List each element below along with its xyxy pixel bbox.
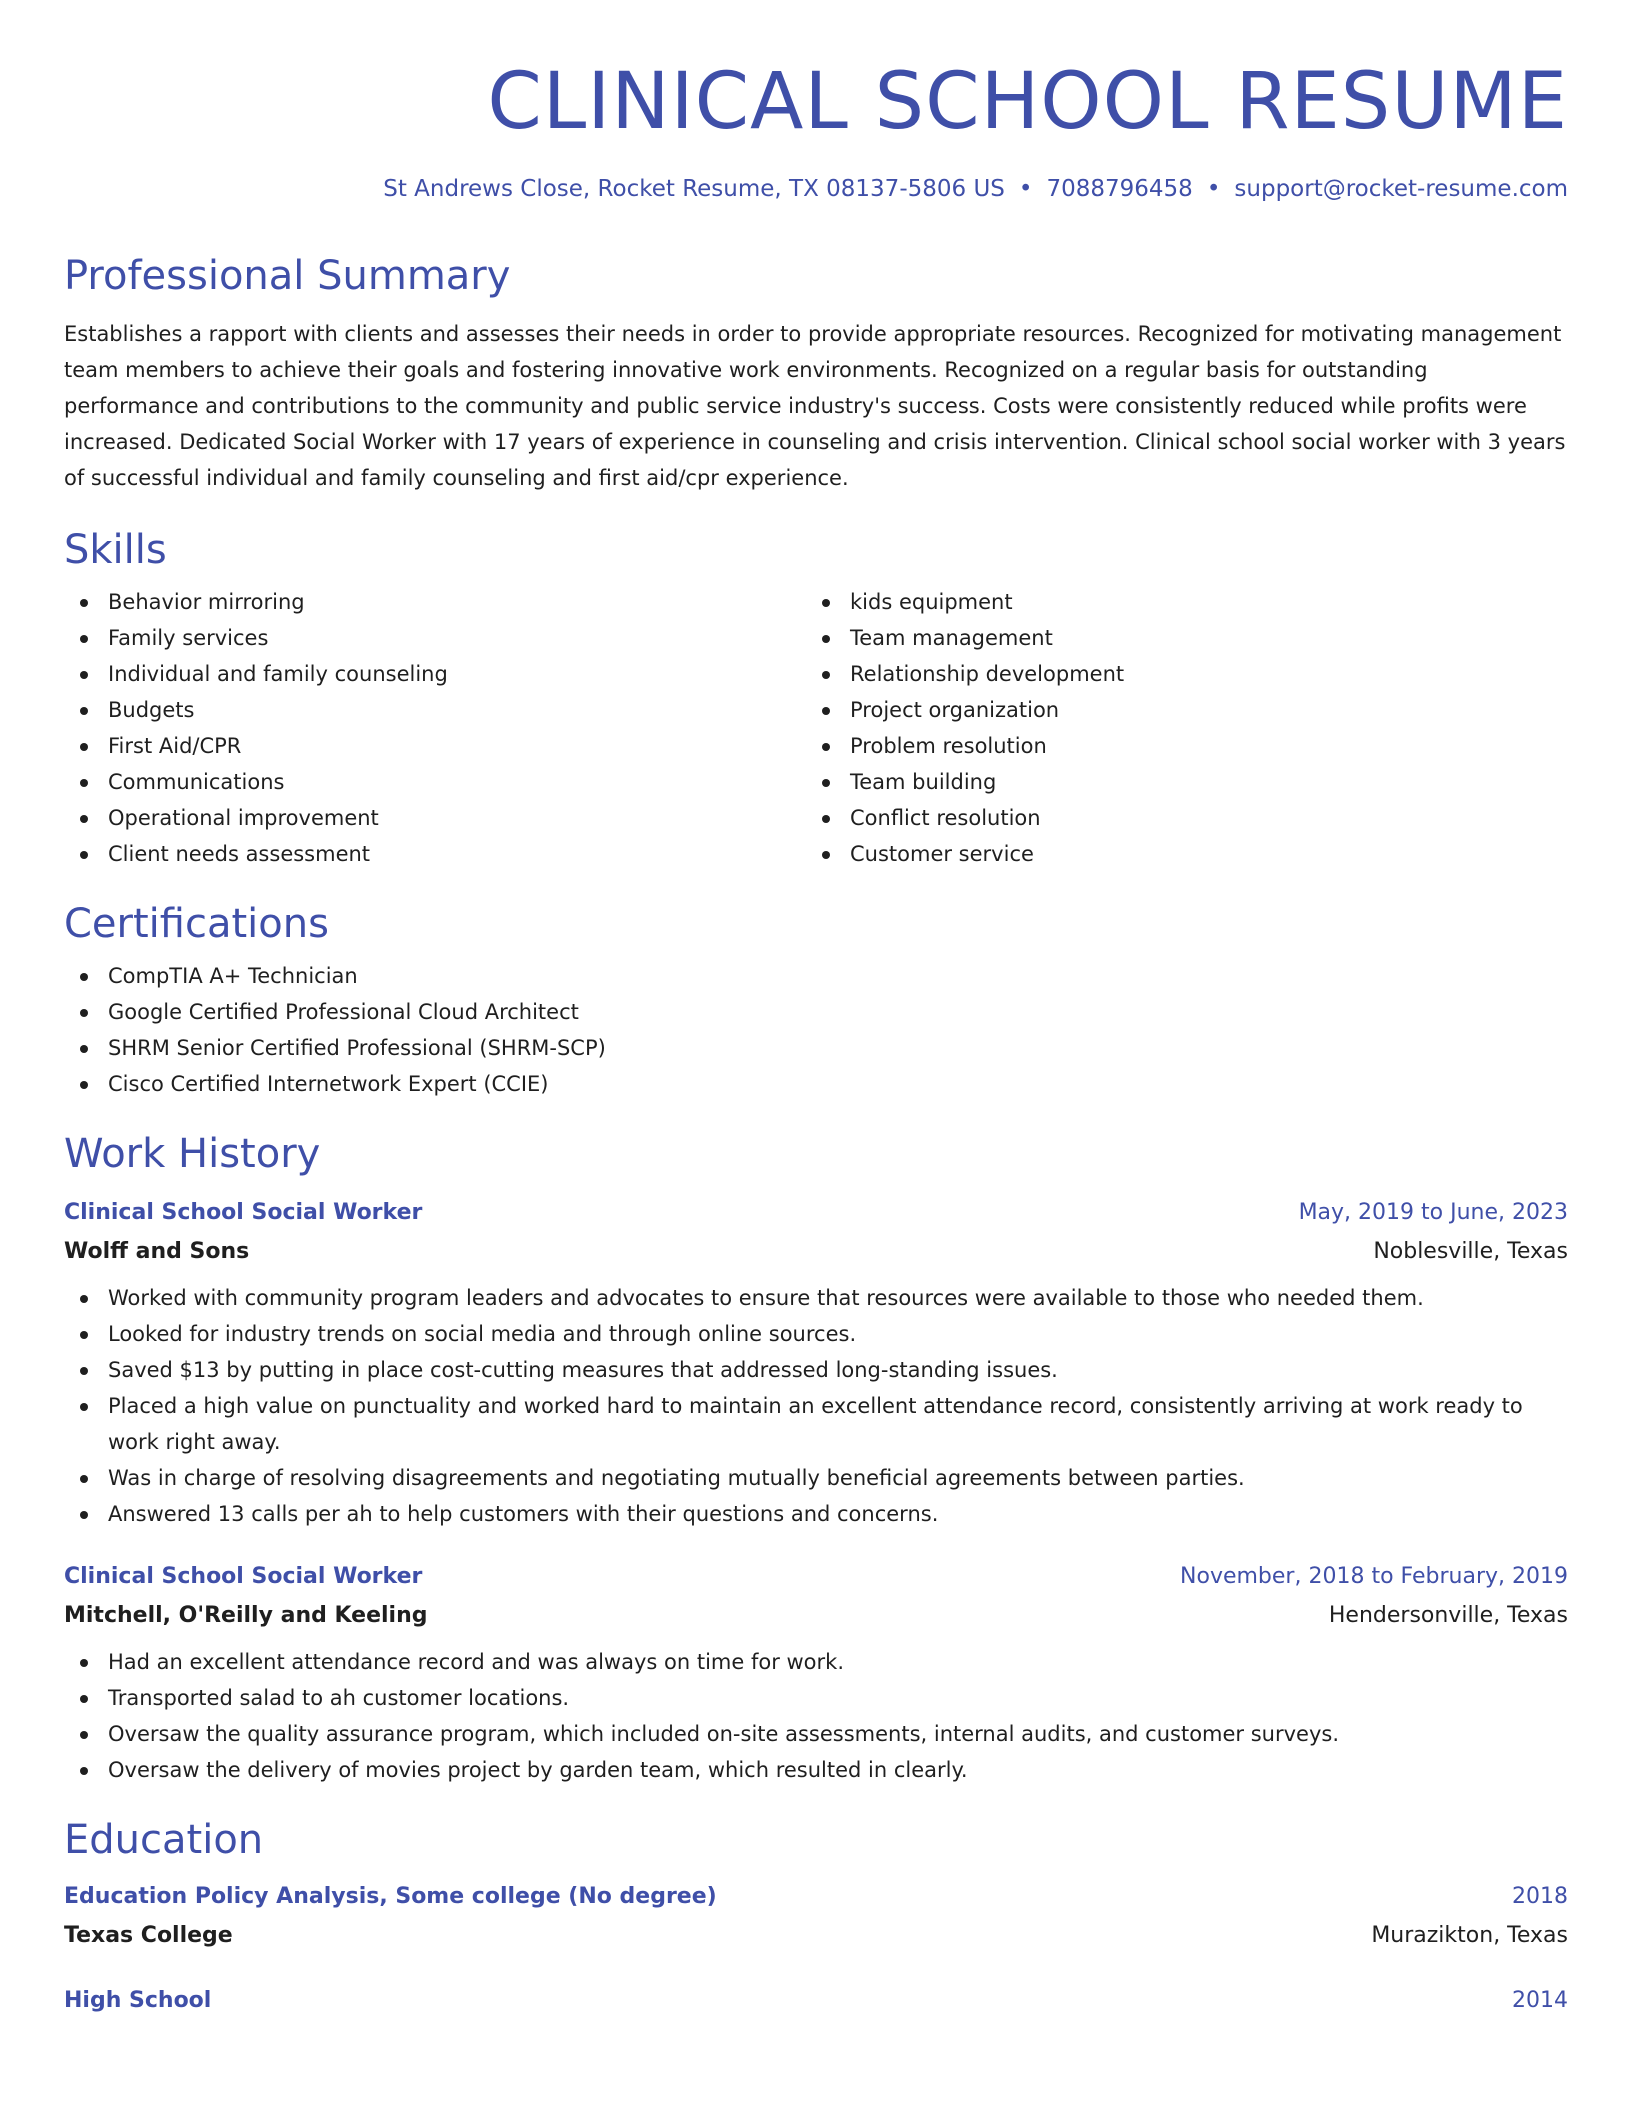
education-year: 2018	[1512, 1884, 1568, 1909]
job-bullets	[64, 1644, 1568, 1788]
skill-item: Team management	[806, 620, 1548, 656]
summary-section	[64, 250, 1568, 496]
job-bullet: Oversaw the quality assurance program, which included on-site assessments, internal audits, and customer surveys.	[64, 1716, 1568, 1752]
job-bullet: Placed a high value on punctuality and worked hard to maintain an excellent attendance record, consistently arriving at work ready to work right away.	[64, 1388, 1568, 1460]
skill-item: Family services	[64, 620, 806, 656]
contact-separator: •	[1206, 176, 1221, 202]
skills-grid	[64, 584, 1568, 872]
job-bullet: Was in charge of resolving disagreements and negotiating mutually beneficial agreements between parties.	[64, 1460, 1568, 1496]
contact-phone: 7088796458	[1046, 176, 1193, 202]
certification-item: Cisco Certified Internetwork Expert (CCIE)	[64, 1066, 1568, 1102]
skills-right-list	[806, 584, 1548, 872]
contact-line	[64, 176, 1568, 202]
skill-item: Communications	[64, 764, 806, 800]
job-location: Hendersonville, Texas	[1328, 1603, 1568, 1628]
education-school: Texas College	[64, 1923, 233, 1948]
skill-item: Budgets	[64, 692, 806, 728]
work-history-section	[64, 1128, 1568, 1788]
job-bullet: Had an excellent attendance record and was always on time for work.	[64, 1644, 1568, 1680]
summary-text: Establishes a rapport with clients and assesses their needs in order to provide appropriate resources. Recognized for motivating management team members to achieve their goals and fostering innovative work environments. Recognized on a regular basis for outstanding performance and contributions to the community and public service industry's success. Costs were consistently reduced while profits were increased. Dedicated Social Worker with 17 years of experience in counseling and crisis intervention. Clinical school social worker with 3 years of successful individual and family counseling and first aid/cpr experience.	[64, 322, 1566, 490]
resume-title: CLINICAL SCHOOL RESUME	[487, 57, 1568, 147]
job-company: Wolff and Sons	[64, 1239, 250, 1264]
summary-heading: Professional Summary	[64, 253, 511, 299]
contact-separator: •	[1018, 176, 1033, 202]
job-dates: November, 2018 to February, 2019	[1180, 1564, 1568, 1589]
skill-item: Operational improvement	[64, 800, 806, 836]
contact-address: St Andrews Close, Rocket Resume, TX 08137-5806 US	[383, 176, 1005, 202]
job-title: Clinical School Social Worker	[64, 1564, 423, 1589]
education-heading: Education	[64, 1817, 264, 1863]
skill-item: Problem resolution	[806, 728, 1548, 764]
skill-item: Individual and family counseling	[64, 656, 806, 692]
education-degree: High School	[64, 1988, 212, 2013]
skill-item: First Aid/CPR	[64, 728, 806, 764]
certifications-list	[64, 958, 1568, 1102]
job-bullet: Transported salad to ah customer locations.	[64, 1680, 1568, 1716]
education-degree: Education Policy Analysis, Some college (No degree)	[64, 1884, 717, 1909]
education-location: Murazikton, Texas	[1371, 1923, 1568, 1948]
certifications-section	[64, 898, 1568, 1102]
education-entry	[64, 1982, 1568, 2020]
skill-item: kids equipment	[806, 584, 1548, 620]
job-bullet: Saved $13 by putting in place cost-cutting measures that addressed long-standing issues.	[64, 1352, 1568, 1388]
job-bullet: Answered 13 calls per ah to help customers with their questions and concerns.	[64, 1496, 1568, 1532]
work-history-heading: Work History	[64, 1131, 321, 1177]
certification-item: Google Certified Professional Cloud Architect	[64, 994, 1568, 1030]
skill-item: Project organization	[806, 692, 1548, 728]
job-dates: May, 2019 to June, 2023	[1298, 1200, 1568, 1225]
skill-item: Team building	[806, 764, 1548, 800]
skill-item: Client needs assessment	[64, 836, 806, 872]
education-year: 2014	[1512, 1988, 1568, 2013]
certification-item: SHRM Senior Certified Professional (SHRM-SCP)	[64, 1030, 1568, 1066]
skill-item: Conflict resolution	[806, 800, 1548, 836]
job-bullet: Worked with community program leaders and advocates to ensure that resources were available to those who needed them.	[64, 1280, 1568, 1316]
skills-heading: Skills	[64, 527, 167, 573]
education-entry	[64, 1878, 1568, 1956]
job-bullet: Looked for industry trends on social media and through online sources.	[64, 1316, 1568, 1352]
resume-header	[64, 0, 1568, 202]
job-entry	[64, 1194, 1568, 1532]
job-location: Noblesville, Texas	[1373, 1239, 1568, 1264]
skill-item: Relationship development	[806, 656, 1548, 692]
certification-item: CompTIA A+ Technician	[64, 958, 1568, 994]
job-entry	[64, 1558, 1568, 1788]
certifications-heading: Certifications	[64, 901, 329, 947]
job-bullets	[64, 1280, 1568, 1532]
contact-email[interactable]: support@rocket-resume.com	[1234, 176, 1568, 202]
job-company: Mitchell, O'Reilly and Keeling	[64, 1603, 428, 1628]
skills-left-list	[64, 584, 806, 872]
skills-section	[64, 524, 1568, 872]
education-section	[64, 1814, 1568, 2020]
skill-item: Behavior mirroring	[64, 584, 806, 620]
job-bullet: Oversaw the delivery of movies project by garden team, which resulted in clearly.	[64, 1752, 1568, 1788]
job-title: Clinical School Social Worker	[64, 1200, 423, 1225]
skill-item: Customer service	[806, 836, 1548, 872]
